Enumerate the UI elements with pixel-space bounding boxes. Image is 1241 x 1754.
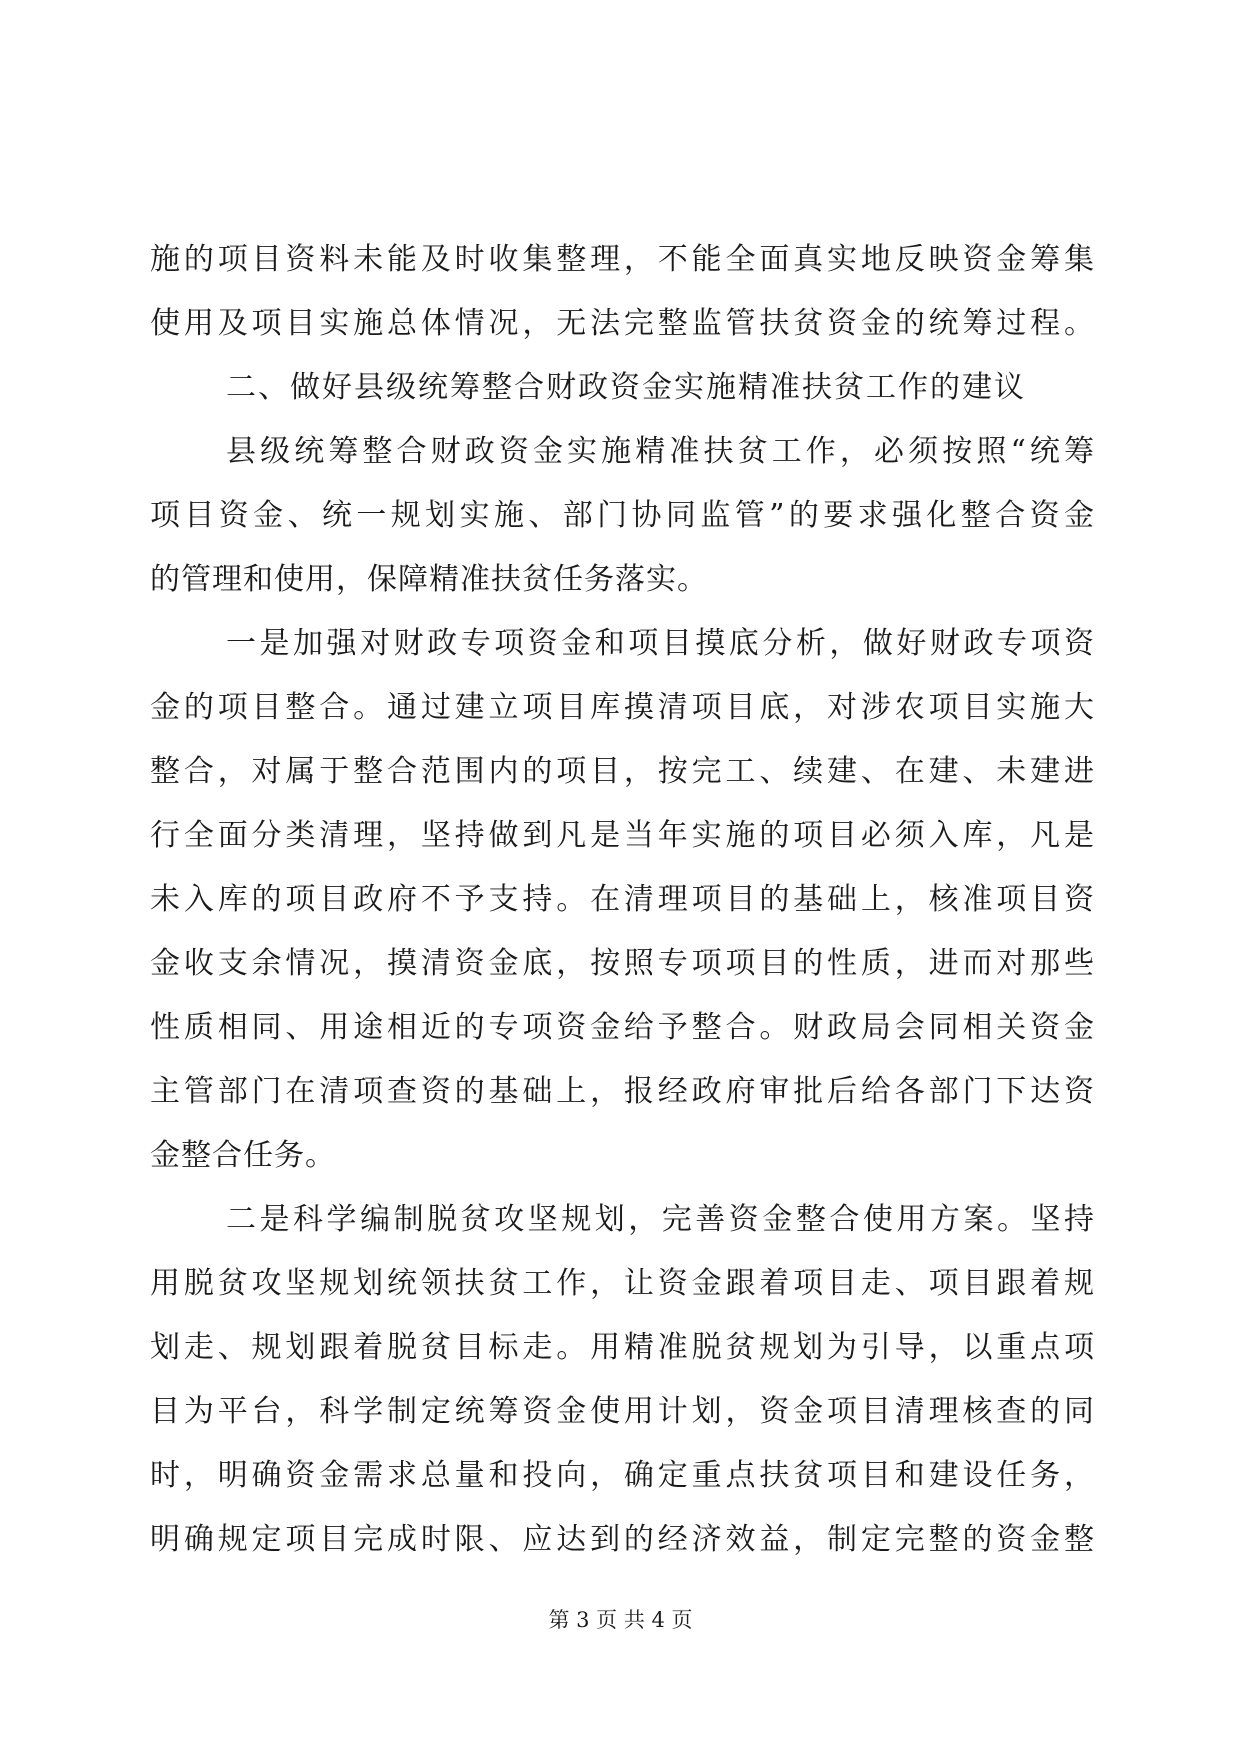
text-line: 行全面分类清理，坚持做到凡是当年实施的项目必须入库，凡是 [150,818,1095,853]
text-line: 时，明确资金需求总量和投向，确定重点扶贫项目和建设任务， [150,1458,1095,1493]
text-line: 目为平台，科学制定统筹资金使用计划，资金项目清理核查的同 [150,1394,1095,1429]
text-line: 用脱贫攻坚规划统领扶贫工作，让资金跟着项目走、项目跟着规 [150,1266,1095,1301]
page-number-label: 第 3 页 共 4 页 [548,1608,693,1632]
text-line: 划走、规划跟着脱贫目标走。用精准脱贫规划为引导，以重点项 [150,1330,1095,1365]
text-line: 性质相同、用途相近的专项资金给予整合。财政局会同相关资金 [150,1010,1095,1045]
text-line: 整合，对属于整合范围内的项目，按完工、续建、在建、未建进 [150,754,1095,789]
text-line: 使用及项目实施总体情况，无法完整监管扶贫资金的统筹过程。 [150,306,1095,341]
text-line: 二是科学编制脱贫攻坚规划，完善资金整合使用方案。坚持 [226,1202,1095,1237]
text-line: 项目资金、统一规划实施、部门协同监管”的要求强化整合资金 [150,498,1095,533]
text-line: 主管部门在清项查资的基础上，报经政府审批后给各部门下达资 [150,1074,1095,1109]
section-heading: 二、做好县级统筹整合财政资金实施精准扶贫工作的建议 [226,370,1026,405]
text-line: 金整合任务。 [150,1138,336,1173]
text-line: 未入库的项目政府不予支持。在清理项目的基础上，核准项目资 [150,882,1095,917]
text-line: 的管理和使用，保障精准扶贫任务落实。 [150,562,708,597]
page-footer [0,1605,1241,1635]
text-line: 施的项目资料未能及时收集整理，不能全面真实地反映资金筹集 [150,242,1095,277]
text-line: 县级统筹整合财政资金实施精准扶贫工作，必须按照“统筹 [226,434,1095,469]
text-line: 金收支余情况，摸清资金底，按照专项项目的性质，进而对那些 [150,946,1095,981]
text-line: 金的项目整合。通过建立项目库摸清项目底，对涉农项目实施大 [150,690,1095,725]
text-line: 明确规定项目完成时限、应达到的经济效益，制定完整的资金整 [150,1522,1095,1557]
text-line: 一是加强对财政专项资金和项目摸底分析，做好财政专项资 [226,626,1095,661]
document-body [150,228,1095,1572]
